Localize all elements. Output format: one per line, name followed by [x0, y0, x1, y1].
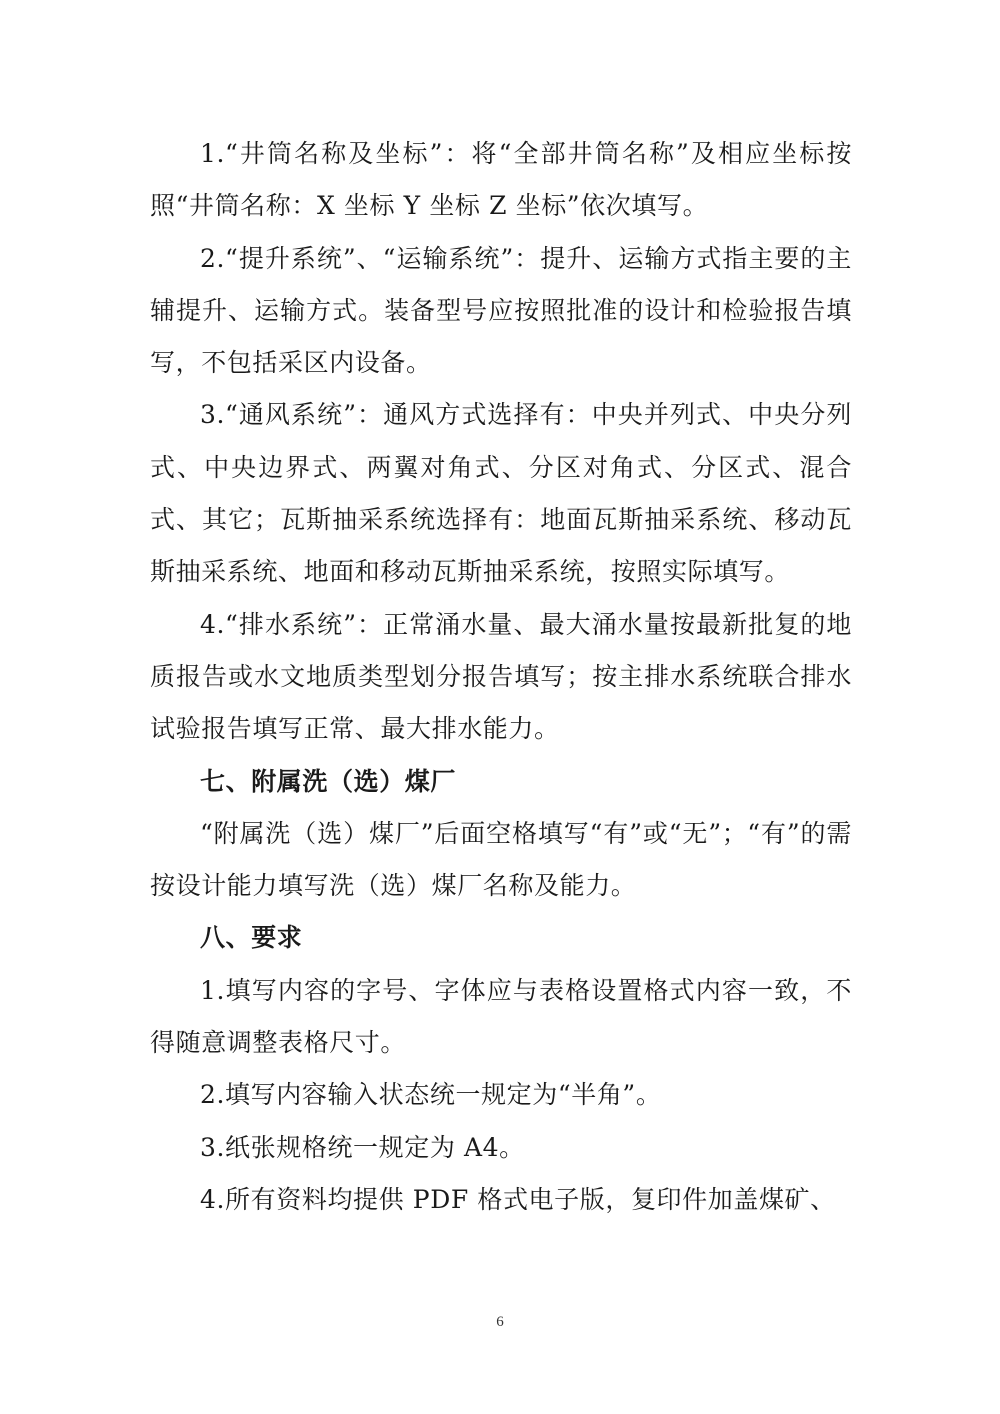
document-body: [150, 128, 852, 1226]
paragraph-hoisting-transport: 2.“提升系统”、“运输系统”：提升、运输方式指主要的主辅提升、运输方式。装备型号应按照批准的设计和检验报告填写，不包括采区内设备。: [150, 243, 852, 378]
paragraph-drainage: 4.“排水系统”：正常涌水量、最大涌水量按最新批复的地质报告或水文地质类型划分报告填写；按主排水系统联合排水试验报告填写正常、最大排水能力。: [150, 609, 852, 744]
paragraph-ventilation: 3.“通风系统”：通风方式选择有：中央并列式、中央分列式、中央边界式、两翼对角式、分区对角式、分区式、混合式、其它；瓦斯抽采系统选择有：地面瓦斯抽采系统、移动瓦斯抽采系统、地面和移动瓦斯抽采系统，按照实际填写。: [150, 400, 852, 587]
paragraph-requirement-pdf: 4.所有资料均提供 PDF 格式电子版，复印件加盖煤矿、: [200, 1184, 836, 1214]
page-number: 6: [496, 1314, 504, 1330]
section-heading-coal-preparation: 七、附属洗（选）煤厂: [200, 766, 457, 796]
section-heading-requirements: 八、要求: [200, 923, 303, 953]
paragraph-requirement-half-width: 2.填写内容输入状态统一规定为“半角”。: [200, 1080, 662, 1110]
paragraph-requirement-paper-size: 3.纸张规格统一规定为 A4。: [200, 1132, 525, 1162]
paragraph-coal-preparation: “附属洗（选）煤厂”后面空格填写“有”或“无”；“有”的需按设计能力填写洗（选）煤厂名称及能力。: [150, 818, 852, 901]
paragraph-shaft-coordinates: 1.“井筒名称及坐标”：将“全部井筒名称”及相应坐标按照“井筒名称：X 坐标 Y 坐标 Z 坐标”依次填写。: [150, 139, 852, 221]
paragraph-requirement-font: 1.填写内容的字号、字体应与表格设置格式内容一致，不得随意调整表格尺寸。: [150, 975, 852, 1058]
